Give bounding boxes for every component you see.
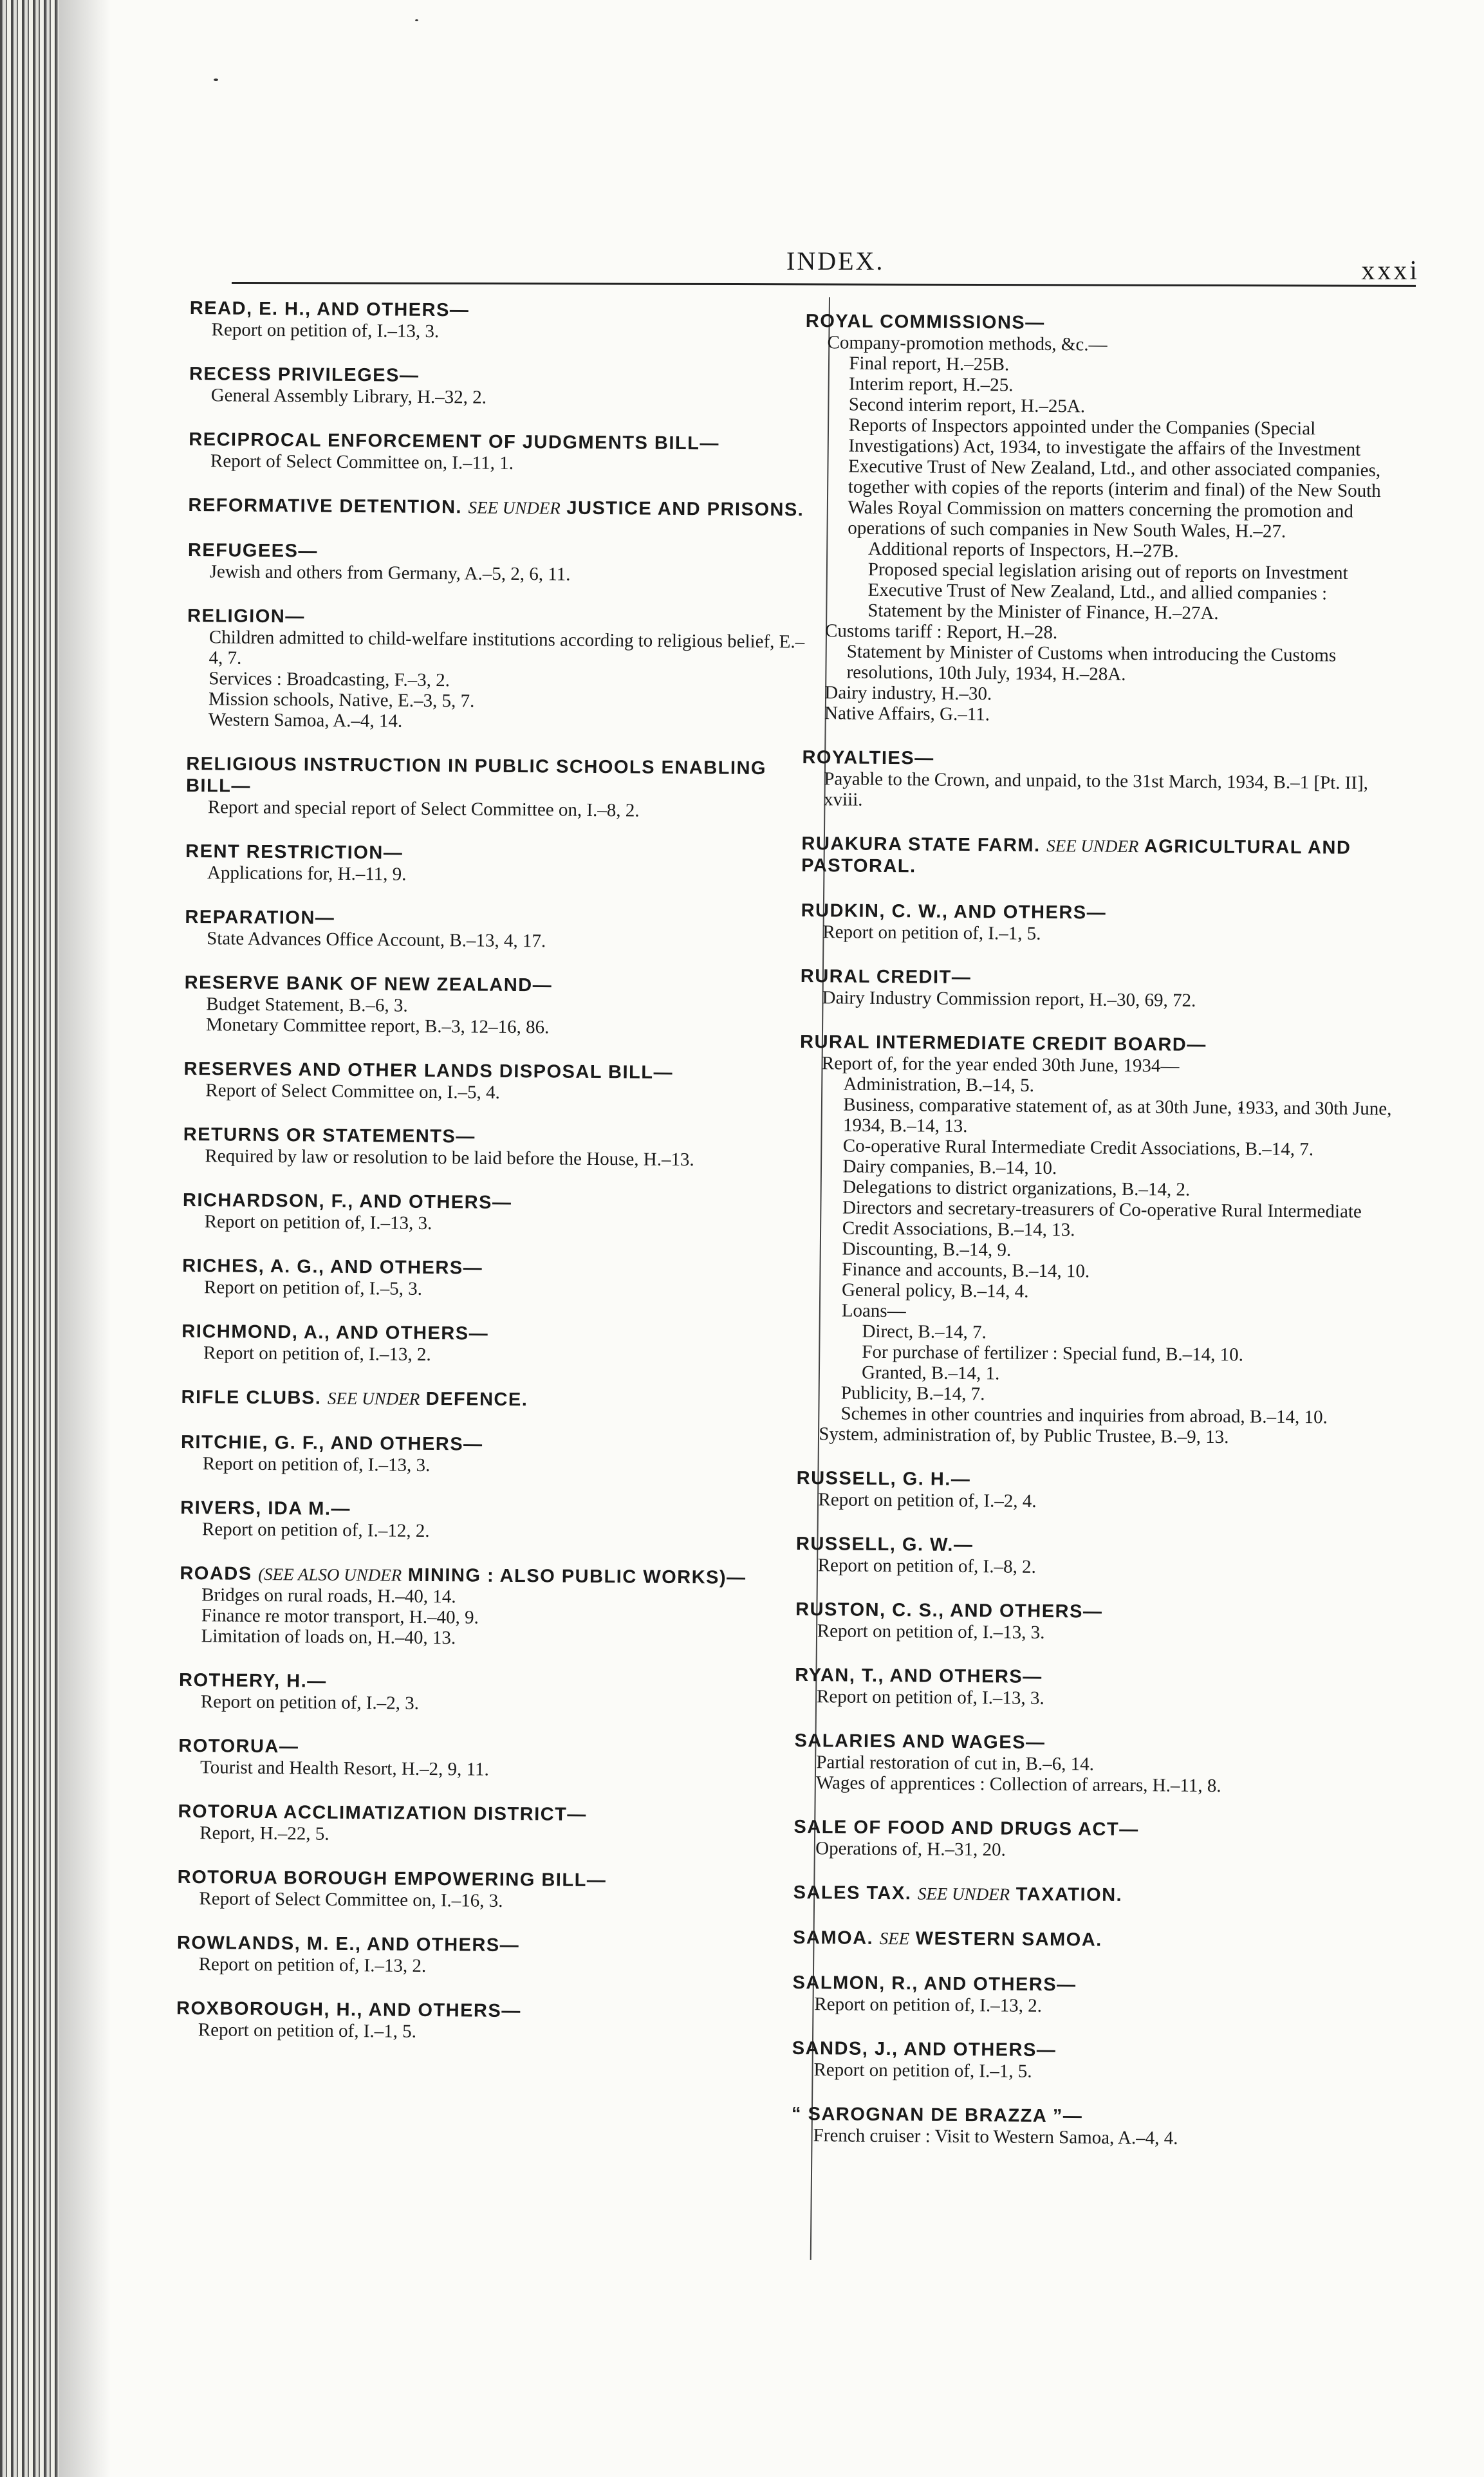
index-heading	[793, 1882, 1392, 1908]
ink-speck	[214, 79, 218, 81]
cross-reference: WESTERN SAMOA.	[915, 1928, 1102, 1951]
see-under-note: SEE UNDER	[327, 1388, 420, 1409]
index-entry	[185, 906, 809, 954]
heading-text: RUAKURA STATE FARM.	[801, 833, 1041, 856]
heading-text: RESERVE BANK OF NEW ZEALAND—	[184, 972, 553, 996]
heading-text: ROYALTIES—	[802, 747, 934, 769]
index-subentry: Second interim report, H.–25A.	[848, 394, 1086, 417]
index-subentry: Dairy industry, H.–30.	[824, 682, 992, 705]
index-subentry: Report on petition of, I.–12, 2.	[201, 1519, 430, 1541]
index-subentry: Report, H.–22, 5.	[199, 1823, 329, 1844]
index-subentry: Applications for, H.–11, 9.	[207, 862, 407, 885]
see-under-note: SEE UNDER	[1046, 835, 1139, 857]
heading-text: RIFLE CLUBS.	[181, 1386, 322, 1409]
index-subentry: Delegations to district organizations, B.–14, 2.	[842, 1176, 1191, 1200]
heading-text: RECIPROCAL ENFORCEMENT OF JUDGMENTS BILL—	[189, 429, 720, 454]
heading-text: SANDS, J., AND OTHERS—	[792, 2037, 1057, 2061]
heading-text: RURAL CREDIT—	[800, 965, 972, 988]
index-subentry: Report of, for the year ended 30th June, 1934—	[821, 1053, 1180, 1077]
index-heading	[793, 1927, 1391, 1953]
index-heading	[801, 833, 1400, 881]
index-subentry: Finance and accounts, B.–14, 10.	[842, 1259, 1090, 1282]
index-subentry: Report of Select Committee on, I.–5, 4.	[205, 1080, 500, 1103]
index-heading	[181, 1386, 805, 1413]
heading-text: RIVERS, IDA M.—	[180, 1497, 351, 1520]
index-subentry: Services : Broadcasting, F.–3, 2.	[209, 668, 450, 691]
heading-text: RELIGION—	[187, 605, 305, 627]
index-subentry: Dairy Industry Commission report, H.–30, 69, 72.	[822, 987, 1196, 1011]
index-entry	[795, 1664, 1393, 1711]
heading-text: RUSTON, C. S., AND OTHERS—	[795, 1599, 1103, 1622]
index-entry	[178, 1801, 802, 1848]
cross-reference: JUSTICE AND PRISONS.	[566, 497, 804, 521]
index-subentry: Proposed special legislation arising out of reports on Investment Executive Trust of New Zealand, Ltd., and allied companies : Statement by the Minister of Finance, H.–27A.	[867, 559, 1348, 624]
index-subentry: Publicity, B.–14, 7.	[840, 1382, 985, 1405]
heading-text: READ, E. H., AND OTHERS—	[189, 297, 470, 321]
heading-text: SALMON, R., AND OTHERS—	[792, 1972, 1077, 1996]
index-subentry: Administration, B.–14, 5.	[843, 1073, 1035, 1096]
index-entry	[185, 840, 810, 888]
index-subentry: Children admitted to child-welfare institutions according to religious belief, E.–4, 7.	[209, 627, 805, 669]
index-subentry: Business, comparative statement of, as at 30th June, 1933, and 30th June, 1934, B.–14, 13.	[842, 1094, 1392, 1137]
index-subentry: French cruiser : Visit to Western Samoa, A.–4, 4.	[813, 2125, 1178, 2149]
index-entry	[802, 310, 1404, 728]
cross-reference: AGRICULTURAL AND PASTORAL.	[801, 836, 1351, 877]
index-subentry: Native Affairs, G.–11.	[824, 703, 990, 725]
heading-text: SALARIES AND WAGES—	[794, 1730, 1046, 1753]
binding-shadow	[59, 0, 111, 2477]
index-subentry: Finance re motor transport, H.–40, 9.	[201, 1605, 479, 1628]
index-subentry: Report on petition of, I.–1, 5.	[813, 2059, 1032, 2082]
index-entry	[801, 833, 1400, 881]
ink-speck	[415, 19, 418, 21]
index-subentry: Report on petition of, I.–13, 3.	[816, 1686, 1044, 1709]
index-entry	[189, 363, 813, 411]
heading-text: ROTORUA BOROUGH EMPOWERING BILL—	[177, 1866, 607, 1891]
index-entry	[183, 1189, 807, 1237]
see-under-note: SEE UNDER	[917, 1884, 1010, 1904]
heading-text: ROADS	[180, 1563, 252, 1584]
index-subentry: Report on petition of, I.–13, 2.	[203, 1342, 431, 1365]
heading-text: RENT RESTRICTION—	[185, 840, 403, 864]
index-entry	[180, 1563, 804, 1651]
index-entry	[793, 1927, 1391, 1953]
index-subentry: Granted, B.–14, 1.	[861, 1362, 1000, 1384]
index-entry	[793, 1816, 1392, 1863]
heading-text: ROTORUA—	[178, 1735, 299, 1758]
index-entry	[182, 1255, 806, 1303]
index-subentry: Tourist and Health Resort, H.–2, 9, 11.	[199, 1757, 489, 1780]
index-entry	[181, 1321, 806, 1368]
index-entry	[183, 1124, 807, 1171]
index-subentry: Report on petition of, I.–1, 5.	[822, 922, 1041, 944]
heading-text: REFUGEES—	[187, 539, 319, 562]
index-subentry: Report and special report of Select Committee on, I.–8, 2.	[207, 797, 640, 821]
heading-text: RUSSELL, G. W.—	[795, 1533, 974, 1556]
heading-text: RICHMOND, A., AND OTHERS—	[181, 1321, 489, 1344]
heading-text: RURAL INTERMEDIATE CREDIT BOARD—	[799, 1031, 1207, 1055]
index-subentry: Report on petition of, I.–13, 2.	[198, 1954, 427, 1976]
index-subentry: For purchase of fertilizer : Special fund, B.–14, 10.	[862, 1341, 1244, 1366]
index-subentry: State Advances Office Account, B.–13, 4, 17.	[207, 928, 546, 952]
index-entry	[802, 747, 1401, 814]
heading-text: RELIGIOUS INSTRUCTION IN PUBLIC SCHOOLS ENABLING BILL—	[185, 753, 767, 797]
heading-text: RUDKIN, C. W., AND OTHERS—	[801, 900, 1107, 923]
index-entry	[188, 494, 812, 521]
index-subentry: Schemes in other countries and inquiries from abroad, B.–14, 10.	[840, 1403, 1328, 1428]
index-subentry: Report of Select Committee on, I.–16, 3.	[199, 1888, 503, 1911]
heading-text: RYAN, T., AND OTHERS—	[795, 1664, 1043, 1687]
index-entry	[179, 1669, 803, 1717]
index-entry	[792, 2103, 1390, 2150]
index-subentry: Report of Select Committee on, I.–11, 1.	[210, 450, 514, 474]
index-entry	[800, 965, 1398, 1012]
index-entry	[793, 1882, 1392, 1908]
index-subentry: Wages of apprentices : Collection of arrears, H.–11, 8.	[815, 1772, 1221, 1797]
index-entry	[188, 539, 812, 587]
index-entry	[184, 972, 809, 1040]
index-entry	[797, 1031, 1398, 1449]
index-subentry: Directors and secretary-treasurers of Co-operative Rural Intermediate Credit Associations, B.–14, 13.	[842, 1197, 1362, 1241]
see-under-note: SEE	[879, 1928, 910, 1949]
index-subentry: Mission schools, Native, E.–3, 5, 7.	[208, 689, 475, 712]
index-subentry: Required by law or resolution to be laid before the House, H.–13.	[205, 1146, 694, 1171]
index-subentry: Report on petition of, I.–5, 3.	[203, 1277, 423, 1299]
index-entry	[177, 1932, 801, 1980]
index-subentry: Western Samoa, A.–4, 14.	[208, 709, 403, 732]
index-subentry: Discounting, B.–14, 9.	[842, 1238, 1012, 1261]
index-entry	[180, 1497, 804, 1545]
heading-text: RICHES, A. G., AND OTHERS—	[182, 1255, 483, 1279]
index-subentry: Jewish and others from Germany, A.–5, 2, 6, 11.	[209, 561, 571, 585]
index-subentry: Reports of Inspectors appointed under the Companies (Special Investigations) Act, 1934, to investigate the affairs of the Investment Executive Trust of New Zealand, Ltd., and other associated companies, together with copies of the reports (interim and final) of the New South Wales Royal Commission on matters concerning the promotion and operations of such companies in New South Wales, H.–27.	[848, 414, 1381, 542]
index-subentry: Report on petition of, I.–13, 3.	[211, 319, 440, 342]
index-entry	[176, 1998, 801, 2045]
index-subentry: Payable to the Crown, and unpaid, to the 31st March, 1934, B.–1 [Pt. II], xviii.	[823, 768, 1369, 810]
index-subentry: Operations of, H.–31, 20.	[815, 1838, 1006, 1860]
index-entry	[178, 1735, 802, 1783]
index-subentry: Report on petition of, I.–13, 3.	[204, 1211, 432, 1234]
index-subentry: Report on petition of, I.–13, 2.	[814, 1994, 1043, 2016]
index-subentry: Co-operative Rural Intermediate Credit Associations, B.–14, 7.	[842, 1135, 1314, 1160]
index-subentry: Final report, H.–25B.	[849, 353, 1010, 375]
book-binding-edge	[0, 0, 59, 2477]
heading-text: SAMOA.	[793, 1927, 874, 1949]
index-subentry: General Assembly Library, H.–32, 2.	[210, 385, 487, 408]
see-also-note: (SEE ALSO UNDER	[258, 1564, 402, 1585]
index-entry	[186, 753, 811, 822]
index-subentry: Report on petition of, I.–8, 2.	[817, 1555, 1036, 1577]
index-subentry: Report on petition of, I.–1, 5.	[198, 2019, 417, 2042]
index-subentry: Monetary Committee report, B.–3, 12–16, 86.	[205, 1014, 550, 1038]
index-subentry: Customs tariff : Report, H.–28.	[824, 620, 1058, 644]
index-entry	[187, 605, 812, 735]
index-entry	[181, 1386, 805, 1413]
index-entry	[177, 1866, 801, 1914]
index-entry	[792, 1972, 1391, 2019]
index-subentry: Limitation of loads on, H.–40, 13.	[201, 1626, 456, 1649]
heading-text: RICHARDSON, F., AND OTHERS—	[182, 1189, 512, 1213]
index-subentry: Company-promotion methods, &c.—	[827, 332, 1108, 355]
index-subentry: General policy, B.–14, 4.	[841, 1279, 1029, 1302]
index-subentry: Statement by Minister of Customs when introducing the Customs resolutions, 10th July, 1934, H.–28A.	[846, 641, 1337, 685]
heading-text: REPARATION—	[185, 906, 335, 929]
index-subentry: Report on petition of, I.–2, 4.	[818, 1489, 1037, 1512]
cross-reference: MINING : ALSO PUBLIC WORKS)—	[407, 1564, 747, 1588]
index-entry	[792, 2037, 1390, 2084]
index-subentry: Direct, B.–14, 7.	[862, 1321, 987, 1343]
page-number: xxxi	[1361, 256, 1420, 286]
index-entry	[796, 1467, 1395, 1514]
heading-text: ROWLANDS, M. E., AND OTHERS—	[176, 1932, 520, 1956]
index-subentry: Dairy companies, B.–14, 10.	[842, 1156, 1057, 1179]
index-subentry: Report on petition of, I.–13, 3.	[202, 1453, 431, 1476]
index-column-left	[176, 297, 814, 2068]
header-rule	[232, 282, 1416, 287]
index-heading	[186, 753, 811, 802]
heading-text: ROXBOROUGH, H., AND OTHERS—	[176, 1998, 521, 2022]
see-under-note: SEE UNDER	[468, 497, 561, 518]
heading-text: RUSSELL, G. H.—	[796, 1467, 971, 1490]
index-subentry: Bridges on rural roads, H.–40, 14.	[201, 1584, 456, 1608]
heading-text: RECESS PRIVILEGES—	[189, 363, 420, 386]
index-subentry: Interim report, H.–25.	[848, 373, 1014, 396]
heading-text: “ SAROGNAN DE BRAZZA ”—	[791, 2103, 1083, 2127]
page-title: INDEX.	[786, 246, 885, 275]
index-subentry: System, administration of, by Public Trustee, B.–9, 13.	[819, 1424, 1229, 1448]
index-heading	[188, 494, 812, 521]
index-entry	[189, 429, 813, 476]
heading-text: RITCHIE, G. F., AND OTHERS—	[180, 1431, 483, 1455]
heading-text: ROYAL COMMISSIONS—	[805, 310, 1045, 333]
heading-text: ROTORUA ACCLIMATIZATION DISTRICT—	[178, 1801, 587, 1825]
index-entry	[183, 1058, 808, 1106]
index-entry	[189, 297, 813, 345]
index-subentry: Additional reports of Inspectors, H.–27B.	[867, 538, 1179, 562]
index-entry	[181, 1431, 805, 1479]
heading-text: SALES TAX.	[793, 1882, 912, 1904]
cross-reference: DEFENCE.	[425, 1388, 528, 1411]
index-entry	[794, 1730, 1393, 1797]
index-subentry: Budget Statement, B.–6, 3.	[206, 994, 408, 1016]
index-entry	[801, 900, 1399, 947]
heading-text: ROTHERY, H.—	[178, 1669, 327, 1692]
index-subentry: Loans—	[841, 1300, 906, 1322]
cross-reference: TAXATION.	[1016, 1884, 1123, 1906]
index-column-right	[791, 310, 1404, 2173]
index-entry	[795, 1599, 1394, 1646]
heading-text: RESERVES AND OTHER LANDS DISPOSAL BILL—	[183, 1058, 674, 1083]
index-subentry: Partial restoration of cut in, B.–6, 14.	[816, 1752, 1095, 1775]
heading-text: RETURNS OR STATEMENTS—	[183, 1124, 476, 1147]
heading-text: REFORMATIVE DETENTION.	[188, 494, 463, 518]
index-entry	[796, 1533, 1395, 1580]
index-subentry: Report on petition of, I.–2, 3.	[200, 1691, 420, 1714]
index-subentry: Report on petition of, I.–13, 3.	[817, 1620, 1045, 1643]
heading-text: SALE OF FOOD AND DRUGS ACT—	[793, 1816, 1139, 1841]
